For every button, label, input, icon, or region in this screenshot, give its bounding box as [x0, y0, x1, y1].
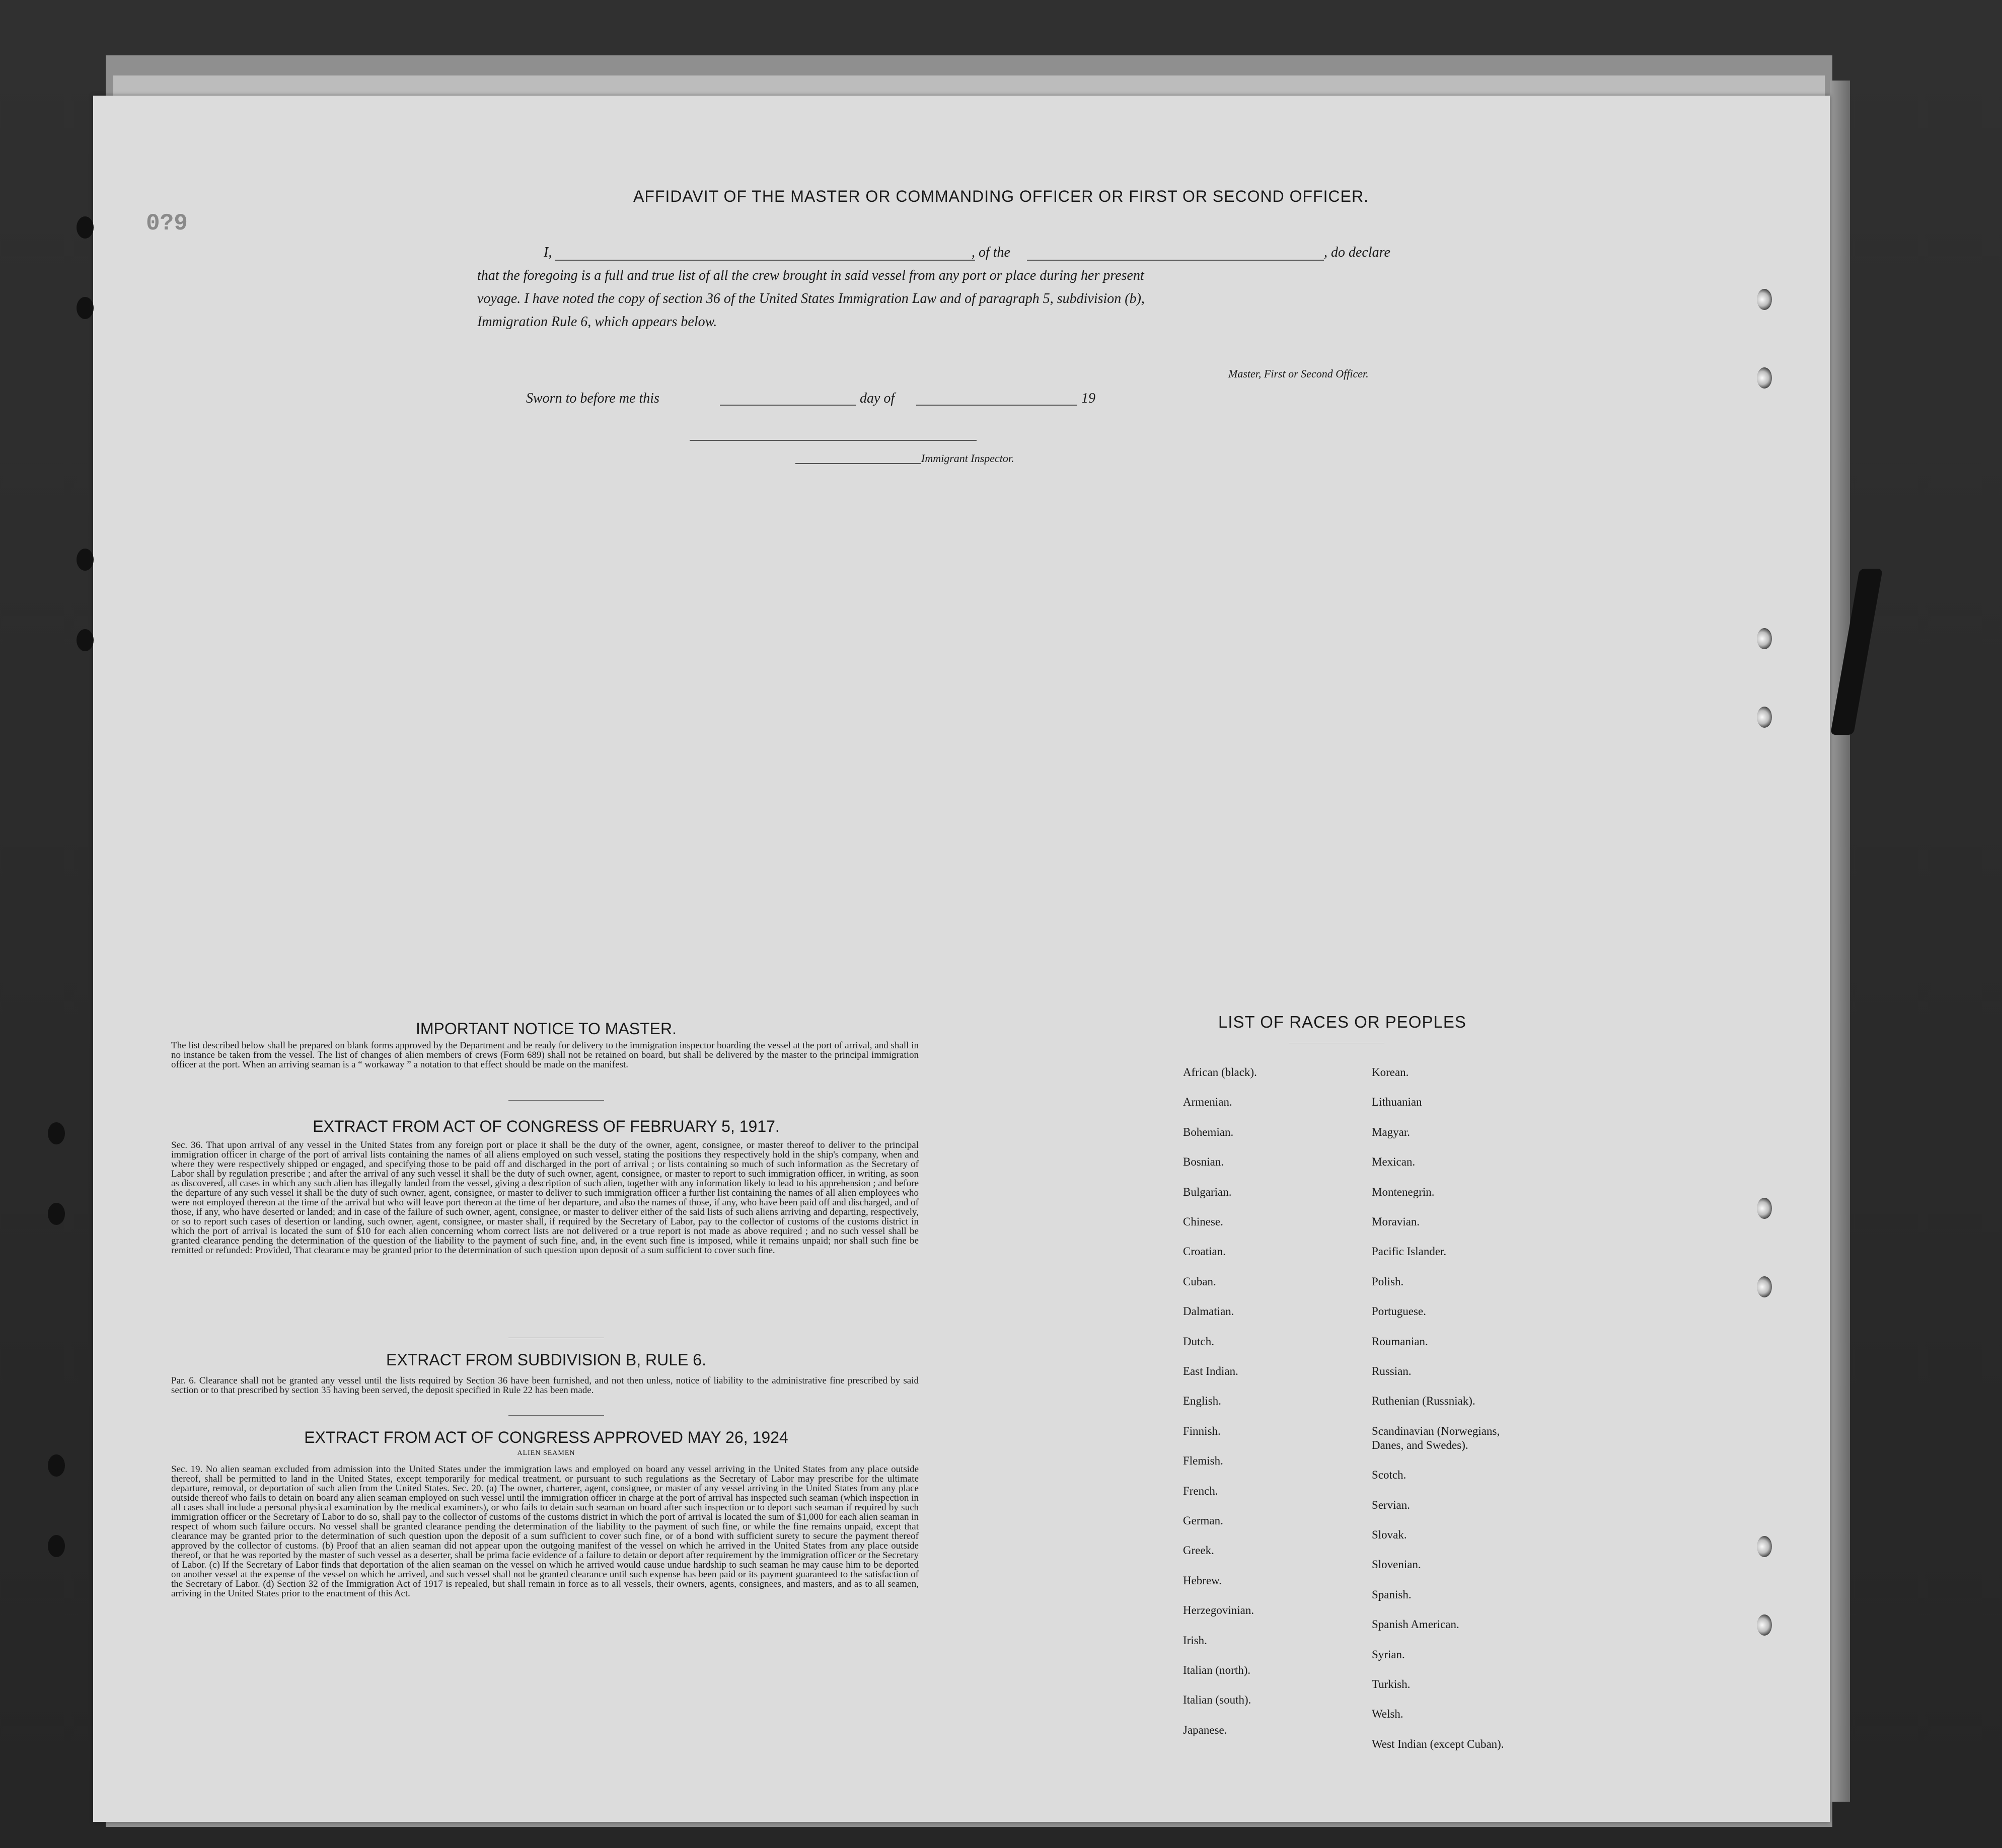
form-number: 0?9: [146, 210, 188, 237]
signature-blank[interactable]: [690, 440, 977, 441]
race-item: Scandinavian (Norwegians,: [1372, 1424, 1500, 1437]
race-item: Cuban.: [1183, 1275, 1216, 1288]
race-item: Bulgarian.: [1183, 1185, 1232, 1198]
race-item: German.: [1183, 1514, 1223, 1527]
race-item: African (black).: [1183, 1066, 1257, 1079]
punch-hole: [1757, 1614, 1772, 1636]
race-item: Danes, and Swedes).: [1372, 1438, 1468, 1451]
punch-hole: [1757, 289, 1772, 310]
punch-hole: [48, 1203, 65, 1225]
master-signature-label: Master, First or Second Officer.: [1228, 367, 1369, 380]
race-item: Japanese.: [1183, 1723, 1227, 1736]
race-item: Irish.: [1183, 1634, 1207, 1647]
affidavit-i: I,: [544, 245, 552, 260]
race-item: Flemish.: [1183, 1454, 1223, 1468]
extract-1924-subtitle: ALIEN SEAMEN: [517, 1449, 575, 1457]
inspector-blank[interactable]: [795, 463, 921, 464]
divider: [508, 1415, 604, 1416]
notice-text: The list described below shall be prepared on blank forms approved by the Department and be ready for delivery to the immigration inspector boarding the vessel at the port of arrival, and shall in no instance be taken from the vessel. The list of changes of alien members of crews (Form 689) shall not be retained on board, but shall be delivered by the master to the principal immigration officer at the port. When an arriving seaman is a “ workaway ” a notation to that effect should be made on the manifest.: [171, 1040, 919, 1070]
punch-hole: [1757, 628, 1772, 649]
page-stack-edge: [1830, 81, 1850, 1802]
extract-1917-text: Sec. 36. That upon arrival of any vessel in the United States from any foreign port or place it shall be the duty of the owner, agent, consignee, or master thereof to deliver to the principal immigration officer in charge of the port of arrival lists containing the names of all aliens employed on such vessel, stating the positions they respectively hold in the ship's company, when and where they were respectively shipped or engaged, and specifying those to be paid off and discharged in the port of arrival ; or lists containing so much of such information as the Secretary of Labor shall by regulation prescribe ; and after the arrival of any such vessel it shall be the duty of such owner, agent, consignee, or master to report to such immigration officer, in writing, as soon as discovered, all cases in which any such alien has illegally landed from the vessel, giving a description of such alien, together with any information likely to lead to his apprehension ; and before the departure of any such vessel it shall be the duty of such owner, agent, consignee, or master to deliver to such immigration officer a further list containing the names of all alien employees who were not employed thereon at the time of the arrival but who will leave port thereon at the time of her departure, and also the names of those, if any, who have been paid off and discharged, and of those, if any, who have deserted or landed; and in case of the failure of such owner, agent, consignee, or master to deliver either of the said lists of such aliens arriving and departing, respectively, or so to report such cases of desertion or landing, such owner, agent, consignee, or master shall, if required by the Secretary of Labor, pay to the collector of customs of the customs district in which the port of arrival is located the sum of $10 for each alien concerning whom correct lists are not delivered or a true report is not made as above required ; and no such vessel shall be granted clearance pending the determination of the question of the liability to the payment of such fine, and, in the event such fine is imposed, while it remains unpaid; nor shall such fine be remitted or refunded: Provided, That clearance may be granted prior to the determination of such question upon deposit of a sum sufficient to cover such fine.: [171, 1140, 919, 1256]
race-item: Moravian.: [1372, 1215, 1420, 1228]
race-item: Turkish.: [1372, 1678, 1411, 1690]
punch-hole: [77, 549, 94, 571]
race-item: Dutch.: [1183, 1335, 1214, 1348]
race-item: Servian.: [1372, 1498, 1411, 1511]
notice-title: IMPORTANT NOTICE TO MASTER.: [416, 1020, 677, 1038]
race-item: Lithuanian: [1372, 1096, 1422, 1109]
race-item: Herzegovinian.: [1183, 1604, 1254, 1617]
punch-hole: [77, 216, 94, 239]
race-item: Polish.: [1372, 1275, 1404, 1288]
race-item: Mexican.: [1372, 1156, 1416, 1169]
race-item: Welsh.: [1372, 1708, 1403, 1721]
punch-hole: [48, 1535, 65, 1557]
race-item: Roumanian.: [1372, 1335, 1428, 1348]
name-blank[interactable]: [555, 260, 975, 261]
race-item: East Indian.: [1183, 1365, 1238, 1377]
race-item: Magyar.: [1372, 1125, 1411, 1138]
extract-1924-title: EXTRACT FROM ACT OF CONGRESS APPROVED MAY 26, 1924: [304, 1428, 788, 1446]
race-item: Syrian.: [1372, 1648, 1405, 1661]
day-blank[interactable]: [720, 405, 856, 406]
affidavit-title: AFFIDAVIT OF THE MASTER OR COMMANDING OFFICER OR FIRST OR SECOND OFFICER.: [633, 187, 1369, 205]
inspector-label: Immigrant Inspector.: [921, 452, 1014, 465]
race-item: Slovak.: [1372, 1528, 1407, 1541]
month-blank[interactable]: [916, 405, 1077, 406]
punch-hole: [77, 629, 94, 651]
affidavit-line4: Immigration Rule 6, which appears below.: [477, 314, 717, 330]
affidavit-of-the: , of the: [972, 245, 1010, 260]
sworn-label: Sworn to before me this: [526, 391, 659, 406]
punch-hole: [1757, 1536, 1772, 1557]
race-item: Montenegrin.: [1372, 1185, 1435, 1198]
race-item: Dalmatian.: [1183, 1305, 1234, 1318]
race-item: Scotch.: [1372, 1469, 1406, 1482]
punch-hole: [1757, 707, 1772, 728]
affidavit-line3: voyage. I have noted the copy of section 36 of the United States Immigration Law and of paragraph 5, subdivision (b),: [477, 291, 1145, 306]
race-item: English.: [1183, 1395, 1222, 1408]
race-item: Finnish.: [1183, 1424, 1221, 1437]
punch-hole: [1757, 1198, 1772, 1219]
year-label: 19: [1081, 391, 1095, 406]
divider: [508, 1100, 604, 1101]
punch-hole: [1757, 367, 1772, 389]
races-title: LIST OF RACES OR PEOPLES: [1218, 1013, 1466, 1031]
race-item: Bosnian.: [1183, 1156, 1224, 1169]
race-item: Russian.: [1372, 1365, 1412, 1377]
race-item: Chinese.: [1183, 1215, 1223, 1228]
race-item: Spanish American.: [1372, 1618, 1459, 1631]
race-item: Hebrew.: [1183, 1574, 1222, 1587]
affidavit-line2: that the foregoing is a full and true list of all the crew brought in said vessel from any port or place during her present: [477, 268, 1144, 283]
extract-1924-text: Sec. 19. No alien seaman excluded from admission into the United States under the immigration laws and employed on board any vessel arriving in the United States from any place outside thereof, shall be permitted to land in the United States, except temporarily for medical treatment, or pursuant to such regulations as the Secretary of Labor may prescribe for the ultimate departure, removal, or deportation of such alien from the United States. Sec. 20. (a) The owner, charterer, agent, consignee, or master of any vessel arriving in the United States from any place outside thereof who fails to detain on board any alien seaman employed on such vessel until the immigration officer in charge at the port of arrival has inspected such seaman (which inspection in all cases shall include a personal physical examination by the medical examiners), or who fails to detain such seaman on board after such inspection or to deport such seaman if required by such immigration officer or the Secretary of Labor to do so, shall pay to the collector of customs of the customs district in which the port of arrival is located the sum of $1,000 for each alien seaman in respect of whom such failure occurs. No vessel shall be granted clearance pending the determination of the liability to the payment of such fine, or while the fine remains unpaid, except that clearance may be granted prior to the determination of such question upon the deposit of a sum sufficient to cover such fine, or of a bond with sufficient surety to secure the payment thereof approved by the collector of customs. (b) Proof that an alien seaman did not appear upon the outgoing manifest of the vessel on which he arrived in the United States from any place outside thereof, or that he was reported by the master of such vessel as a deserter, shall be prima facie evidence of a failure to detain or deport after requirement by the immigration officer or the Secretary of Labor. (c) If the Secretary of Labor finds that deportation of the alien seaman on the vessel on which he arrived would cause undue hardship to such seaman he may cause him to be deported on another vessel at the expense of the vessel on which he arrived, and such vessel shall not be granted clearance until such expense has been paid or its payment guaranteed to the satisfaction of the Secretary of Labor. (d) Section 32 of the Immigration Act of 1917 is repealed, but shall remain in force as to all vessels, their owners, agents, consignees, and masters, and as to all seamen, arriving in the United States prior to the enactment of this Act.: [171, 1464, 919, 1599]
extract-1917-title: EXTRACT FROM ACT OF CONGRESS OF FEBRUARY 5, 1917.: [313, 1117, 780, 1135]
race-item: Korean.: [1372, 1066, 1409, 1079]
race-item: Italian (south).: [1183, 1693, 1251, 1707]
day-of-label: day of: [860, 391, 895, 406]
affidavit-declare: , do declare: [1324, 245, 1390, 260]
punch-hole: [48, 1122, 65, 1144]
race-item: Armenian.: [1183, 1096, 1232, 1109]
race-item: Slovenian.: [1372, 1558, 1421, 1571]
vessel-blank[interactable]: [1027, 260, 1324, 261]
race-item: West Indian (except Cuban).: [1372, 1737, 1504, 1750]
race-item: Ruthenian (Russniak).: [1372, 1395, 1475, 1408]
race-item: Pacific Islander.: [1372, 1245, 1447, 1258]
race-item: Portuguese.: [1372, 1305, 1426, 1318]
extract-rule6-title: EXTRACT FROM SUBDIVISION B, RULE 6.: [386, 1351, 706, 1369]
race-item: Croatian.: [1183, 1245, 1226, 1258]
punch-hole: [1757, 1276, 1772, 1297]
extract-rule6-text: Par. 6. Clearance shall not be granted any vessel until the lists required by Section 36 have been furnished, and not then unless, notice of liability to the administrative fine prescribed by said section or to that prescribed by section 35 having been served, the deposit specified in Rule 22 has been made.: [171, 1375, 919, 1396]
race-item: Spanish.: [1372, 1588, 1412, 1601]
race-item: Bohemian.: [1183, 1125, 1234, 1138]
punch-hole: [77, 297, 94, 319]
race-item: Greek.: [1183, 1544, 1214, 1557]
race-item: French.: [1183, 1484, 1218, 1497]
punch-hole: [48, 1454, 65, 1477]
race-item: Italian (north).: [1183, 1664, 1251, 1676]
